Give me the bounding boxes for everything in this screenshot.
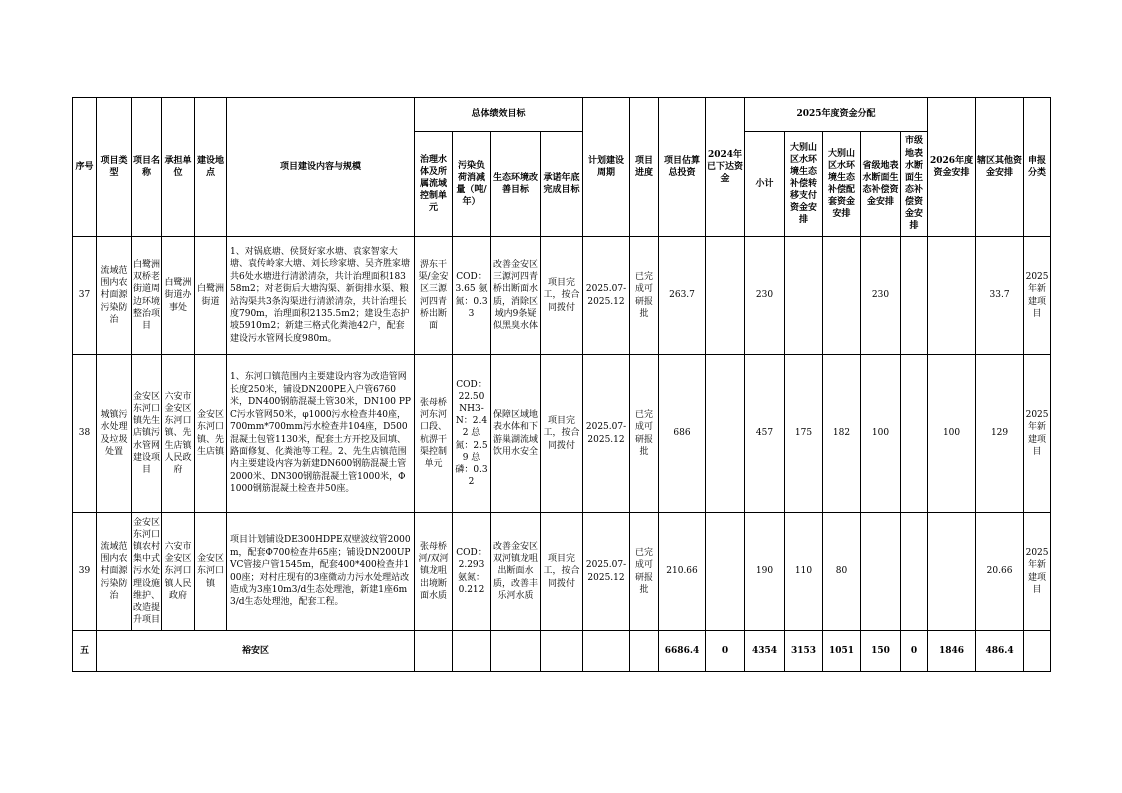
cell-control: 张母桥河东河口段、杭淠干渠控制单元 [415, 355, 453, 513]
cell-unit: 白鹭洲街道办事处 [162, 237, 195, 355]
cell-eco: 保障区域地表水体和下游巢湖流域饮用水安全 [491, 355, 541, 513]
cell-period: 2025.07-2025.12 [583, 355, 630, 513]
cell-content: 项目计划铺设DE300HDPE双壁波纹管2000m，配套Φ700检查井65座；铺设DN200UPVC管接户管1545m，配套400*400检查井100座；对村庄现有的3座微动力污水处理站改造成为3座10m3/d生态处理池，新建1座6m3/d生态处理池，配套工程。 [227, 513, 415, 631]
cell-funds2026: 100 [928, 355, 976, 513]
cell-progress: 已完成可研报批 [630, 355, 659, 513]
cell-name: 白鹭洲双桥老街道周边环境整治项目 [132, 237, 162, 355]
header-other: 辖区其他资金安排 [976, 98, 1024, 237]
cell-subtotal: 230 [745, 237, 785, 355]
cell-prov: 100 [861, 355, 901, 513]
summary-invest: 6686.4 [659, 631, 706, 672]
cell-pollution: COD：22.50 NH3-N：2.42 总氮：2.59 总磷：0.32 [453, 355, 491, 513]
cell-funds2024 [706, 513, 745, 631]
summary-funds2026: 1846 [928, 631, 976, 672]
cell-content: 1、东河口镇范围内主要建设内容为改造管网长度250米，铺设DN200PE入户管6760米，DN400钢筋混凝土管30米，DN100 PPC污水管网50米，φ1000污水检查井40座，700mm*700mm污水检查井104座，D500混凝土包管1130米，配套土方开挖及回填、路面修复、化粪池等工程。2、先生店镇范围内主要建设内容为新建DN600钢筋混凝土管2000米、DN300钢筋混凝土管1000米，Φ1000钢筋混凝土检查井50座。 [227, 355, 415, 513]
cell-subtotal: 457 [745, 355, 785, 513]
table-row [73, 355, 1051, 513]
summary-dbs-transfer: 3153 [785, 631, 823, 672]
cell-prov: 230 [861, 237, 901, 355]
summary-empty-cell [630, 631, 659, 672]
cell-category: 2025年新建项目 [1024, 237, 1051, 355]
summary-empty-cell [541, 631, 583, 672]
header-period: 计划建设周期 [583, 98, 630, 237]
header-alloc-city: 市级地表水断面生态补偿资金安排 [901, 132, 928, 237]
cell-subtotal: 190 [745, 513, 785, 631]
summary-empty-cell [415, 631, 453, 672]
cell-invest: 210.66 [659, 513, 706, 631]
project-funding-table [72, 97, 1051, 672]
cell-pollution: COD：2.293 氨氮：0.212 [453, 513, 491, 631]
summary-row [73, 631, 1051, 672]
header-unit: 承担单位 [162, 98, 195, 237]
header-alloc-dbs-match: 大别山区水环境生态补偿配套资金安排 [823, 132, 861, 237]
cell-type: 流域范围内农村面源污染防治 [97, 513, 132, 631]
cell-location: 金安区东河口镇 [195, 513, 227, 631]
cell-eco: 改善金安区双河镇龙咀出断面水质，改善丰乐河水质 [491, 513, 541, 631]
header-alloc-group: 2025年度资金分配 [745, 98, 928, 132]
header-category: 申报分类 [1024, 98, 1051, 237]
header-progress: 项目进度 [630, 98, 659, 237]
header-funds2024: 2024年已下达资金 [706, 98, 745, 237]
header-perf-control: 治理水体及所属流域控制单元 [415, 132, 453, 237]
header-alloc-subtotal: 小计 [745, 132, 785, 237]
summary-funds2024: 0 [706, 631, 745, 672]
cell-progress: 已完成可研报批 [630, 237, 659, 355]
table-row [73, 513, 1051, 631]
cell-name: 金安区东河口镇先生店镇污水管网建设项目 [132, 355, 162, 513]
header-alloc-dbs-transfer: 大别山区水环境生态补偿转移支付资金安排 [785, 132, 823, 237]
summary-other: 486.4 [976, 631, 1024, 672]
cell-content: 1、对锅底塘、侯贤好家水塘、袁家智家大塘、袁传岭家大塘、刘长珍家塘、吴齐胜家塘共6处水塘进行清淤清杂，共计治理面积18358m2；对老街后大塘沟渠、新街排水渠、粮站沟渠共3条沟渠进行清淤清杂，共计治理长度790m，治理面积2135.5m2；建设生态护坡5910m2；新建三格式化粪池42户，配套建设污水管网长度980m。 [227, 237, 415, 355]
cell-funds2024 [706, 355, 745, 513]
header-type: 项目类型 [97, 98, 132, 237]
cell-location: 金安区东河口镇、先生店镇 [195, 355, 227, 513]
cell-city [901, 513, 928, 631]
summary-district-name: 裕安区 [97, 631, 415, 672]
cell-location: 白鹭洲街道 [195, 237, 227, 355]
cell-seq: 38 [73, 355, 97, 513]
cell-other: 33.7 [976, 237, 1024, 355]
header-perf-eco: 生态环境改善目标 [491, 132, 541, 237]
cell-city [901, 237, 928, 355]
summary-dbs-match: 1051 [823, 631, 861, 672]
cell-unit: 六安市金安区东河口镇、先生店镇人民政府 [162, 355, 195, 513]
header-row-1 [73, 98, 1051, 132]
cell-name: 金安区东河口镇农村集中式污水处理设施维护、改造提升项目 [132, 513, 162, 631]
cell-dbs-transfer [785, 237, 823, 355]
header-alloc-prov: 省级地表水断面生态补偿资金安排 [861, 132, 901, 237]
cell-period: 2025.07-2025.12 [583, 237, 630, 355]
header-seq: 序号 [73, 98, 97, 237]
cell-eco: 改善金安区三源河四青桥出断面水质，消除区域内9条疑似黑臭水体 [491, 237, 541, 355]
summary-seq: 五 [73, 631, 97, 672]
cell-commit: 项目完工，按合同拨付 [541, 237, 583, 355]
cell-seq: 39 [73, 513, 97, 631]
cell-type: 城镇污水处理及垃圾处置 [97, 355, 132, 513]
cell-commit: 项目完工，按合同拨付 [541, 513, 583, 631]
cell-progress: 已完成可研报批 [630, 513, 659, 631]
cell-funds2026 [928, 513, 976, 631]
cell-funds2024 [706, 237, 745, 355]
cell-period: 2025.07-2025.12 [583, 513, 630, 631]
header-perf-pollution: 污染负荷消减量（吨/年） [453, 132, 491, 237]
cell-dbs-transfer: 110 [785, 513, 823, 631]
table-row [73, 237, 1051, 355]
cell-category: 2025年新建项目 [1024, 513, 1051, 631]
summary-empty-cell [453, 631, 491, 672]
summary-empty-cell [583, 631, 630, 672]
cell-unit: 六安市金安区东河口镇人民政府 [162, 513, 195, 631]
header-content: 项目建设内容与规模 [227, 98, 415, 237]
summary-city: 0 [901, 631, 928, 672]
header-perf-commit: 承诺年底完成目标 [541, 132, 583, 237]
cell-invest: 686 [659, 355, 706, 513]
cell-dbs-match: 182 [823, 355, 861, 513]
cell-dbs-transfer: 175 [785, 355, 823, 513]
cell-pollution: COD：3.65 氨氮：0.33 [453, 237, 491, 355]
cell-prov [861, 513, 901, 631]
cell-seq: 37 [73, 237, 97, 355]
cell-invest: 263.7 [659, 237, 706, 355]
header-funds2026: 2026年度资金安排 [928, 98, 976, 237]
header-name: 项目名称 [132, 98, 162, 237]
header-location: 建设地点 [195, 98, 227, 237]
header-perf-group: 总体绩效目标 [415, 98, 583, 132]
summary-empty-cell [1024, 631, 1051, 672]
summary-empty-cell [491, 631, 541, 672]
cell-dbs-match: 80 [823, 513, 861, 631]
cell-type: 流域范围内农村面源污染防治 [97, 237, 132, 355]
cell-funds2026 [928, 237, 976, 355]
summary-subtotal: 4354 [745, 631, 785, 672]
cell-control: 张母桥河/双河镇龙咀出境断面水质 [415, 513, 453, 631]
cell-city [901, 355, 928, 513]
cell-other: 129 [976, 355, 1024, 513]
cell-other: 20.66 [976, 513, 1024, 631]
cell-category: 2025年新建项目 [1024, 355, 1051, 513]
header-invest: 项目估算总投资 [659, 98, 706, 237]
cell-control: 淠东干渠/金安区三源河四青桥出断面 [415, 237, 453, 355]
cell-dbs-match [823, 237, 861, 355]
summary-prov: 150 [861, 631, 901, 672]
cell-commit: 项目完工，按合同拨付 [541, 355, 583, 513]
